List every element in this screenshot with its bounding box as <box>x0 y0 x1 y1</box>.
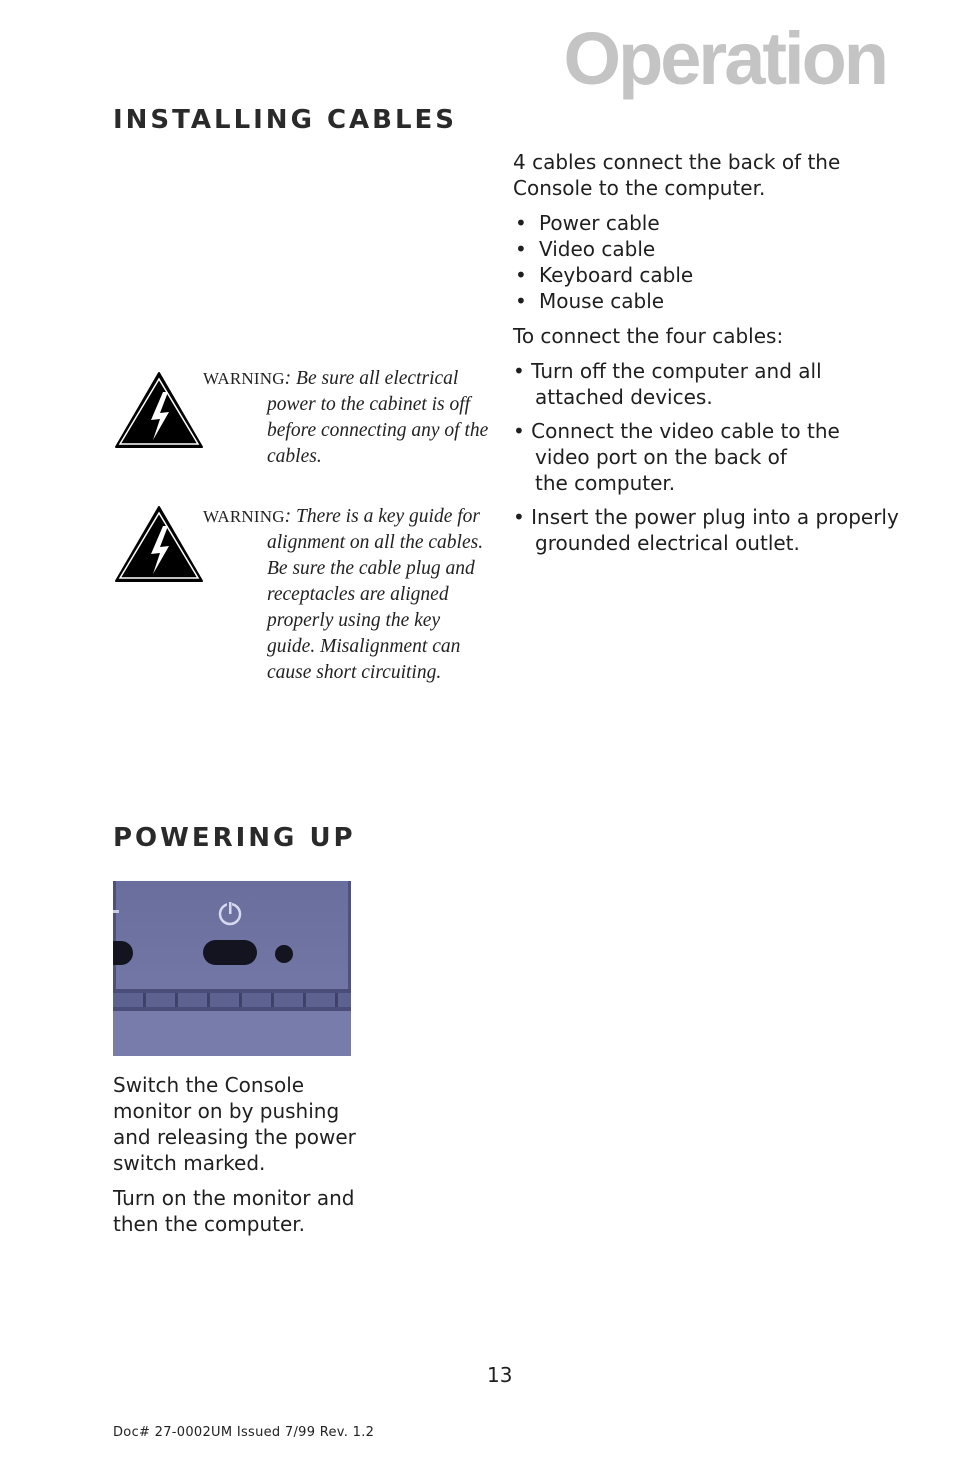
connect-steps <box>513 358 903 564</box>
cable-list <box>513 210 843 314</box>
step-first-line: • Turn off the computer and all <box>513 359 822 383</box>
list-item: • Power cable <box>513 210 843 236</box>
warning-label: WARNING <box>203 369 285 388</box>
step-first-line: • Connect the video cable to the <box>513 419 840 443</box>
step-first-line: • Insert the power plug into a properly <box>513 505 899 529</box>
chapter-title: Operation <box>563 17 886 100</box>
step-continuation: attached devices. <box>535 385 713 409</box>
high-voltage-warning-icon <box>113 370 205 450</box>
step-continuation: grounded electrical outlet. <box>535 531 800 555</box>
cables-intro: 4 cables connect the back of the Console to the computer. <box>513 150 841 200</box>
warning-text-body: power to the cabinet is off before connecting any of the cables. <box>267 394 489 467</box>
list-item: • Mouse cable <box>513 288 843 314</box>
list-item: • Keyboard cable <box>513 262 843 288</box>
document-footer: Doc# 27-0002UM Issued 7/99 Rev. 1.2 <box>113 1425 375 1440</box>
power-on-sequence: Turn on the monitor and then the computer. <box>113 1186 355 1236</box>
list-item: • Video cable <box>513 236 843 262</box>
section-heading-powering-up: POWERING UP <box>113 823 356 853</box>
warning-label: WARNING <box>203 507 285 526</box>
list-item <box>513 358 903 410</box>
power-on-instructions: Switch the Console monitor on by pushing and releasing the power switch marked. <box>113 1073 356 1175</box>
high-voltage-warning-icon <box>113 504 205 584</box>
list-item <box>513 504 903 556</box>
step-continuation: video port on the back of the computer. <box>535 445 787 495</box>
list-item <box>513 418 903 496</box>
connect-intro: To connect the four cables: <box>513 324 784 348</box>
warning-text-first-line: : There is a key guide for <box>284 506 480 527</box>
section-heading-installing-cables: INSTALLING CABLES <box>113 105 458 135</box>
warning-note-key-guide <box>203 504 493 686</box>
warning-note-power <box>203 366 493 470</box>
page-number: 13 <box>487 1363 513 1387</box>
warning-text-first-line: : Be sure all electrical <box>284 368 459 389</box>
warning-text-body: alignment on all the cables. Be sure the cable plug and receptacles are aligned properly using the key guide. Misalignment can cause short circuiting. <box>267 532 484 683</box>
power-switch-photo <box>113 881 351 1056</box>
